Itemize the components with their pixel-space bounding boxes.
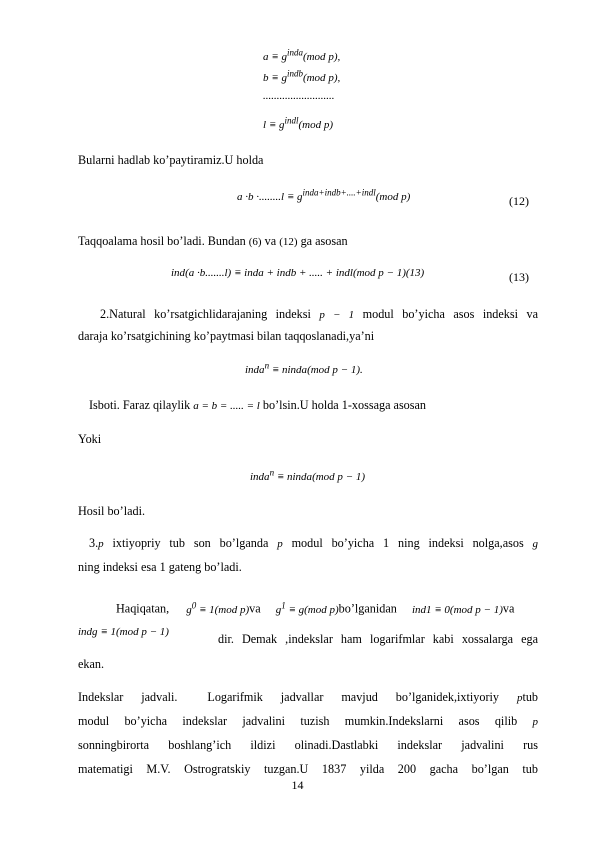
formula-l-congruence: $l \equiv g^{indl}(mod$ p) [263,115,334,131]
formula-13: ind(a ·b.......l) ≡ inda + indb + ..... + indl(mod p − 1)(13) [171,267,425,279]
paragraph-line: ekan. [78,657,105,671]
paragraph-line: 3.p ixtiyopriy tub son bo’lganda p modul bo’yicha 1 ning indeksi nolga,asos g [89,536,539,550]
equation-number-12: (12) [509,194,529,208]
paragraph-line: Taqqoalama hosil bo’ladi. Bundan (6) va (12) ga asosan [78,234,348,248]
paragraph-line: Isboti. Faraz qilaylik a = b = ..... = l bo’lsin.U holda 1-xossaga asosan [89,398,427,412]
formula-a-congruence: $a \equiv g^{inda}(mod$ p), [263,47,341,63]
paragraph-line: daraja ko’rsatgichining ko’paytmasi bilan taqqoslanadi,ya’ni [78,329,375,343]
paragraph-line: matematigi M.V. Ostrogratskiy tuzgan.U 1837 yilda 200 gacha bo’lgan tub [78,762,538,776]
formula-12: $a \cdot b \cdot........l \equiv g^{inda+indb+....+indl}(mod$ p) [237,187,411,203]
paragraph-line: modul bo’yicha indekslar jadvalini tuzish mumkin.Indekslarni asos qilib p [78,714,538,728]
equation-number-13: (13) [509,270,529,284]
paragraph-line: 2.Natural ko’rsatgichlidarajaning indeksi p − 1 modul bo’yicha asos indeksi va [100,307,539,321]
formula-power: inda$^n$ ≡ ninda(mod p − 1). [245,360,363,376]
paragraph-line: ning indeksi esa 1 gateng bo’ladi. [78,560,242,574]
paragraph-line: Haqiqatan, $g^0 \equiv 1(mod$ p)va $g^1 \equiv g(mod$ p)bo’lganidan ind1 ≡ 0(mod p − 1)va [116,600,515,616]
formula-power-2: inda$^n$ ≡ ninda(mod p − 1) [250,467,366,483]
formula-b-congruence: $b \equiv g^{indb}(mod$ p), [263,68,341,84]
paragraph-line: Hosil bo’ladi. [78,504,146,518]
paragraph-line: sonningbirorta boshlang’ich ildizi olinadi.Dastlabki indekslar jadvalini rus [78,738,538,752]
paragraph-line: dir. Demak ,indekslar ham logarifmlar kabi xossalarga ega [218,632,538,646]
paragraph-line: Yoki [78,432,102,446]
formula-dots: .......................... [263,90,335,102]
paragraph-line: Bularni hadlab ko’paytiramiz.U holda [78,153,264,167]
formula-indg: indg ≡ 1(mod p − 1) [78,626,169,638]
page-number: 14 [291,778,304,792]
paragraph-line: Indekslar jadvali. Logarifmik jadvallar mavjud bo’lganidek,ixtiyoriy ptub [78,690,539,704]
